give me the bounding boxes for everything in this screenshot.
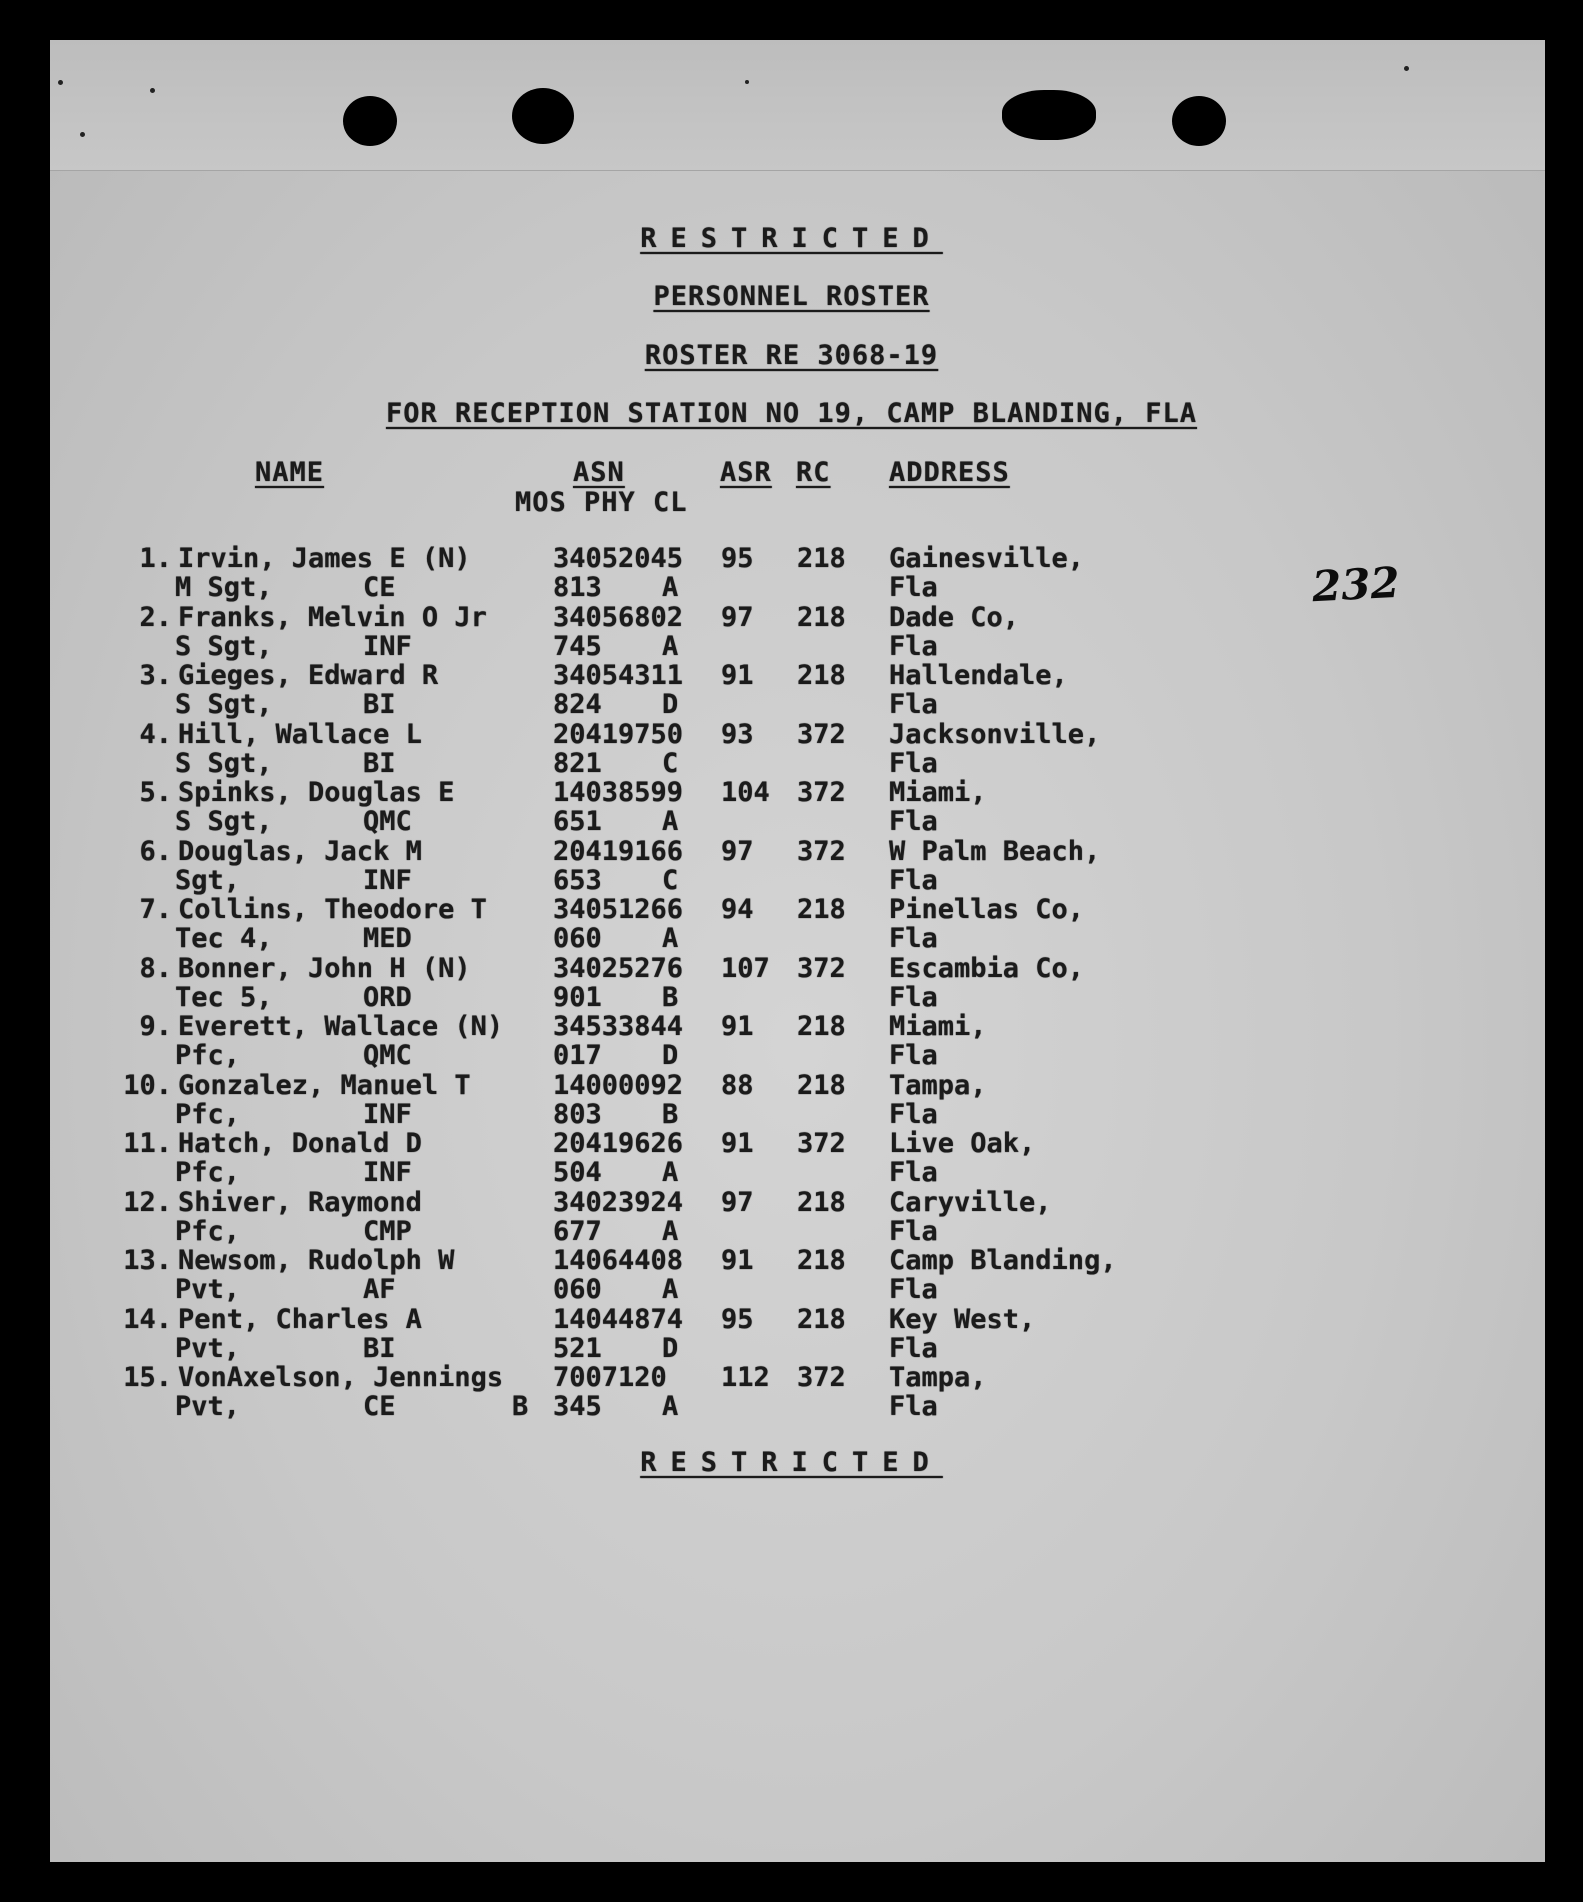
- speck: [1404, 66, 1409, 71]
- roster-entry-mos: 651: [553, 806, 602, 837]
- roster-entry: [0, 602, 1583, 660]
- roster-entry-name: Franks, Melvin O Jr: [178, 601, 487, 633]
- roster-entry-name: Everett, Wallace (N): [178, 1011, 504, 1042]
- roster-entry-asn: 14038599: [553, 777, 684, 808]
- col-header-rc: RC: [796, 457, 831, 488]
- roster-entry-branch: BI: [363, 689, 396, 720]
- roster-entry: [0, 1304, 1583, 1362]
- roster-entry-name: Douglas, Jack M: [178, 835, 422, 867]
- page-number: 232: [1310, 557, 1401, 612]
- roster-entry-mos: 060: [553, 1274, 602, 1305]
- roster-entry-phy: C: [662, 747, 679, 779]
- roster-entry-rank: Tec 5,: [175, 981, 273, 1013]
- roster-entry-state: Fla: [889, 1274, 938, 1305]
- classification-top: [0, 223, 1583, 254]
- roster-entry-asr: 91: [721, 660, 754, 691]
- roster-entry-rank: S Sgt,: [175, 689, 273, 720]
- roster-entry-rc: 372: [797, 952, 846, 984]
- classification-top-text: RESTRICTED: [640, 223, 943, 254]
- roster-entry-name: Gonzalez, Manuel T: [178, 1069, 471, 1101]
- roster-entry-mos: 824: [553, 689, 602, 720]
- roster-entry-state: Fla: [889, 689, 938, 720]
- roster-entry-phy: A: [662, 1157, 679, 1188]
- roster-entry-rank: Pvt,: [175, 1391, 241, 1422]
- roster-entry-branch: MED: [363, 923, 412, 954]
- roster-entry: [0, 543, 1583, 601]
- roster-entry-asn: 34533844: [553, 1011, 684, 1042]
- punch-hole: [343, 96, 397, 146]
- roster-entry-asn: 34025276: [553, 952, 684, 984]
- roster-entry-name: Newsom, Rudolph W: [178, 1245, 455, 1276]
- roster-entry-city: Miami,: [889, 777, 987, 808]
- roster-entry-state: Fla: [889, 1157, 938, 1188]
- roster-entry: [0, 1011, 1583, 1069]
- roster-entry-name: Irvin, James E (N): [178, 543, 471, 574]
- roster-entry-phy: A: [662, 1274, 679, 1305]
- roster-number: [0, 340, 1583, 371]
- roster-entry-phy: D: [662, 689, 679, 720]
- classification-bottom-text: RESTRICTED: [640, 1447, 943, 1478]
- classification-bottom: [0, 1447, 1583, 1478]
- roster-entry-number: 5.: [139, 777, 172, 808]
- roster-entry: [0, 777, 1583, 835]
- roster-entry-name: Bonner, John H (N): [178, 952, 471, 984]
- roster-entry-number: 9.: [139, 1011, 172, 1042]
- roster-entry-branch: AF: [363, 1274, 396, 1305]
- roster-entry-phy: A: [662, 1215, 679, 1247]
- roster-entry-name: Pent, Charles A: [178, 1303, 422, 1335]
- roster-entry-name: Collins, Theodore T: [178, 894, 487, 925]
- roster-entry-rank: Pvt,: [175, 1274, 241, 1305]
- speck: [58, 80, 63, 85]
- roster-entry-rank: Pfc,: [175, 1215, 241, 1247]
- roster-entry-city: W Palm Beach,: [889, 835, 1101, 867]
- roster-entry-number: 13.: [123, 1245, 172, 1276]
- roster-entry-asr: 112: [721, 1362, 770, 1393]
- speck: [745, 80, 749, 84]
- roster-entry-number: 7.: [139, 894, 172, 925]
- roster-entry-asr: 95: [721, 1303, 754, 1335]
- roster-entry: [0, 1070, 1583, 1128]
- roster-entry-city: Key West,: [889, 1303, 1036, 1335]
- roster-entry: [0, 1187, 1583, 1245]
- page-title-text: PERSONNEL ROSTER: [653, 281, 930, 312]
- roster-entry-rank: Pfc,: [175, 1040, 241, 1071]
- roster-entry-asn: 14000092: [553, 1069, 684, 1101]
- roster-entry-asn: 20419166: [553, 835, 684, 867]
- punch-hole: [1172, 96, 1226, 146]
- roster-entry-mos: 745: [553, 630, 602, 662]
- roster-entry-branch: BI: [363, 747, 396, 779]
- roster-entry-number: 10.: [123, 1069, 172, 1101]
- punch-hole: [512, 88, 574, 144]
- roster-entry-mos: 677: [553, 1215, 602, 1247]
- roster-entry-rc: 372: [797, 835, 846, 867]
- roster-entry-mos: 017: [553, 1040, 602, 1071]
- roster-entry-mos: 521: [553, 1332, 602, 1364]
- roster-entry-name: VonAxelson, Jennings: [178, 1362, 504, 1393]
- speck: [80, 132, 85, 137]
- roster-entry-asn: 7007120: [553, 1362, 667, 1393]
- roster-entry: [0, 836, 1583, 894]
- roster-entry-asr: 97: [721, 835, 754, 867]
- roster-entry: [0, 953, 1583, 1011]
- roster-entry-city: Jacksonville,: [889, 718, 1101, 750]
- roster-entry-phy: A: [662, 923, 679, 954]
- roster-entry-rank: S Sgt,: [175, 630, 273, 662]
- roster-entry-rc: 372: [797, 718, 846, 750]
- roster-entry-state: Fla: [889, 1332, 938, 1364]
- roster-entry-city: Live Oak,: [889, 1128, 1036, 1159]
- roster-entry-branch: QMC: [363, 1040, 412, 1071]
- roster-entry: [0, 1245, 1583, 1303]
- page-top-band: [50, 40, 1545, 171]
- roster-entry-phy: B: [662, 1098, 679, 1130]
- roster-entry-branch: INF: [363, 1157, 412, 1188]
- roster-entry-extra: B: [512, 1391, 529, 1422]
- roster-entry-mos: 803: [553, 1098, 602, 1130]
- roster-entry-number: 8.: [139, 952, 172, 984]
- roster-entry-asr: 91: [721, 1245, 754, 1276]
- roster-entry-state: Fla: [889, 1040, 938, 1071]
- roster-entry-asn: 34051266: [553, 894, 684, 925]
- roster-entry-asr: 107: [721, 952, 770, 984]
- roster-entry-name: Spinks, Douglas E: [178, 777, 455, 808]
- roster-entry-asr: 94: [721, 894, 754, 925]
- roster-entry-asr: 104: [721, 777, 770, 808]
- roster-entry-state: Fla: [889, 864, 938, 896]
- roster-entry-number: 3.: [139, 660, 172, 691]
- roster-entry-number: 4.: [139, 718, 172, 750]
- roster-entry-phy: C: [662, 864, 679, 896]
- roster-entry-branch: CE: [363, 572, 396, 603]
- roster-entry-phy: D: [662, 1040, 679, 1071]
- roster-entry-branch: BI: [363, 1332, 396, 1364]
- roster-entry-rank: S Sgt,: [175, 806, 273, 837]
- roster-entry-mos: 060: [553, 923, 602, 954]
- roster-entry-branch: QMC: [363, 806, 412, 837]
- roster-entry-rank: Sgt,: [175, 864, 241, 896]
- roster-entry-city: Hallendale,: [889, 660, 1068, 691]
- roster-entry-mos: 653: [553, 864, 602, 896]
- roster-entry-number: 12.: [123, 1186, 172, 1218]
- roster-entry-rc: 218: [797, 1245, 846, 1276]
- roster-entry-mos: 901: [553, 981, 602, 1013]
- roster-entry-rc: 218: [797, 1186, 846, 1218]
- roster-entry-asr: 93: [721, 718, 754, 750]
- roster-entry-asr: 97: [721, 1186, 754, 1218]
- roster-entry-asn: 34056802: [553, 601, 684, 633]
- roster-entry-rc: 218: [797, 543, 846, 574]
- roster-entry-number: 6.: [139, 835, 172, 867]
- roster-entry-city: Escambia Co,: [889, 952, 1085, 984]
- roster-entry-state: Fla: [889, 923, 938, 954]
- roster-entry-number: 2.: [139, 601, 172, 633]
- roster-entry-phy: A: [662, 806, 679, 837]
- col-header-asr: ASR: [720, 457, 772, 488]
- roster-entry-city: Dade Co,: [889, 601, 1020, 633]
- roster-entry-branch: CMP: [363, 1215, 412, 1247]
- roster-entry-state: Fla: [889, 1391, 938, 1422]
- roster-number-text: ROSTER RE 3068-19: [644, 340, 939, 371]
- roster-entry-state: Fla: [889, 981, 938, 1013]
- roster-entry-asn: 34023924: [553, 1186, 684, 1218]
- roster-entry-asn: 34052045: [553, 543, 684, 574]
- roster-entry-phy: A: [662, 572, 679, 603]
- roster-entry-asr: 91: [721, 1128, 754, 1159]
- roster-entry-rank: M Sgt,: [175, 572, 273, 603]
- roster-entry-asr: 88: [721, 1069, 754, 1101]
- roster-entry-phy: A: [662, 1391, 679, 1422]
- col-subheader: MOS PHY CL: [515, 487, 688, 518]
- roster-entry-state: Fla: [889, 1098, 938, 1130]
- roster-entry-city: Pinellas Co,: [889, 894, 1085, 925]
- roster-entry: [0, 1362, 1583, 1420]
- punch-hole: [1002, 90, 1096, 140]
- station-line-text: FOR RECEPTION STATION NO 19, CAMP BLANDING, FLA: [385, 398, 1197, 429]
- roster-entry-asn: 14044874: [553, 1303, 684, 1335]
- roster-entry-asr: 91: [721, 1011, 754, 1042]
- roster-entry-rc: 218: [797, 1011, 846, 1042]
- roster-entry: [0, 894, 1583, 952]
- roster-entry-rc: 372: [797, 1362, 846, 1393]
- roster-entry-branch: INF: [363, 630, 412, 662]
- roster-entry-city: Gainesville,: [889, 543, 1085, 574]
- roster-entry-phy: A: [662, 630, 679, 662]
- roster-entry-mos: 821: [553, 747, 602, 779]
- roster-entry-branch: INF: [363, 864, 412, 896]
- roster-entry-branch: ORD: [363, 981, 412, 1013]
- roster-entry-rank: Pfc,: [175, 1157, 241, 1188]
- roster-entry-city: Tampa,: [889, 1069, 987, 1101]
- roster-entry: [0, 719, 1583, 777]
- roster-entry-rc: 218: [797, 1069, 846, 1101]
- roster-entry-state: Fla: [889, 630, 938, 662]
- roster-entry-mos: 504: [553, 1157, 602, 1188]
- roster-entry-rc: 218: [797, 660, 846, 691]
- page-title: [0, 281, 1583, 312]
- roster-entry-name: Hill, Wallace L: [178, 718, 422, 750]
- col-header-address: ADDRESS: [889, 457, 1010, 488]
- roster-entry-rank: Pfc,: [175, 1098, 241, 1130]
- roster-entry-mos: 813: [553, 572, 602, 603]
- roster-entry-branch: INF: [363, 1098, 412, 1130]
- roster-entry-phy: D: [662, 1332, 679, 1364]
- col-header-asn: ASN: [573, 457, 625, 488]
- roster-entry-asr: 97: [721, 601, 754, 633]
- roster-entry-rc: 372: [797, 1128, 846, 1159]
- roster-entry-rc: 218: [797, 601, 846, 633]
- roster-entry-rc: 372: [797, 777, 846, 808]
- roster-entry-state: Fla: [889, 572, 938, 603]
- roster-entry-city: Caryville,: [889, 1186, 1052, 1218]
- roster-entry-number: 14.: [123, 1303, 172, 1335]
- roster-entry-state: Fla: [889, 1215, 938, 1247]
- roster-entry-asn: 34054311: [553, 660, 684, 691]
- roster-entry-rank: S Sgt,: [175, 747, 273, 779]
- roster-entry-asn: 20419750: [553, 718, 684, 750]
- roster-entry-phy: B: [662, 981, 679, 1013]
- roster-entry-city: Miami,: [889, 1011, 987, 1042]
- roster-entry-rc: 218: [797, 1303, 846, 1335]
- roster-entry-branch: CE: [363, 1391, 396, 1422]
- roster-entry-name: Shiver, Raymond: [178, 1186, 422, 1218]
- roster-entry-number: 15.: [123, 1362, 172, 1393]
- speck: [150, 88, 155, 93]
- roster-entry-asn: 14064408: [553, 1245, 684, 1276]
- col-header-name: NAME: [255, 457, 325, 488]
- roster-entry-rc: 218: [797, 894, 846, 925]
- roster-entry-name: Gieges, Edward R: [178, 660, 439, 691]
- roster-entry: [0, 1128, 1583, 1186]
- station-line: [0, 398, 1583, 429]
- roster-entry-state: Fla: [889, 747, 938, 779]
- roster-entry-state: Fla: [889, 806, 938, 837]
- roster-entry-city: Camp Blanding,: [889, 1245, 1117, 1276]
- roster-entry-rank: Tec 4,: [175, 923, 273, 954]
- roster-entry-name: Hatch, Donald D: [178, 1128, 422, 1159]
- roster-entry-asn: 20419626: [553, 1128, 684, 1159]
- roster-entry-rank: Pvt,: [175, 1332, 241, 1364]
- roster-entry: [0, 660, 1583, 718]
- roster-entry-mos: 345: [553, 1391, 602, 1422]
- roster-entry-number: 1.: [139, 543, 172, 574]
- roster-entry-asr: 95: [721, 543, 754, 574]
- roster-entry-number: 11.: [123, 1128, 172, 1159]
- roster-entry-city: Tampa,: [889, 1362, 987, 1393]
